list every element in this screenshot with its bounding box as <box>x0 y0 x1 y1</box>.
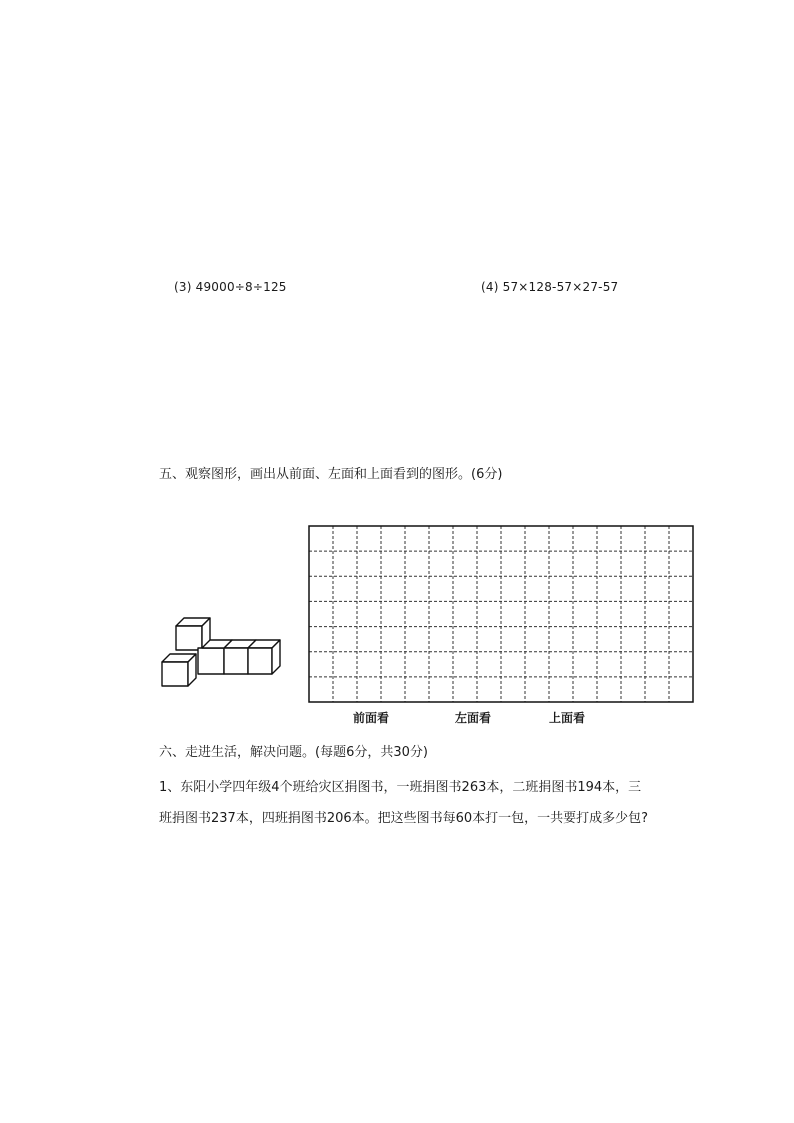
section-6-title: 六、走进生活，解决问题。(每题6分，共30分) <box>159 745 428 760</box>
section-5-title: 五、观察图形，画出从前面、左面和上面看到的图形。(6分) <box>159 467 503 482</box>
question-1-line-2: 班捐图书237本，四班捐图书206本。把这些图书每60本打一包，一共要打成多少包? <box>159 811 649 826</box>
drawing-grid <box>309 526 693 702</box>
view-label-top: 上面看 <box>549 711 586 725</box>
question-1-line-1: 1、东阳小学四年级4个班给灾区捐图书，一班捐图书263本，二班捐图书194本，三 <box>159 780 642 795</box>
view-label-left: 左面看 <box>455 711 492 725</box>
calc-item-3: (3) 49000÷8÷125 <box>174 280 287 294</box>
cube-figure <box>158 616 288 690</box>
calc-item-4: (4) 57×128-57×27-57 <box>481 280 619 294</box>
view-label-front: 前面看 <box>353 711 390 725</box>
